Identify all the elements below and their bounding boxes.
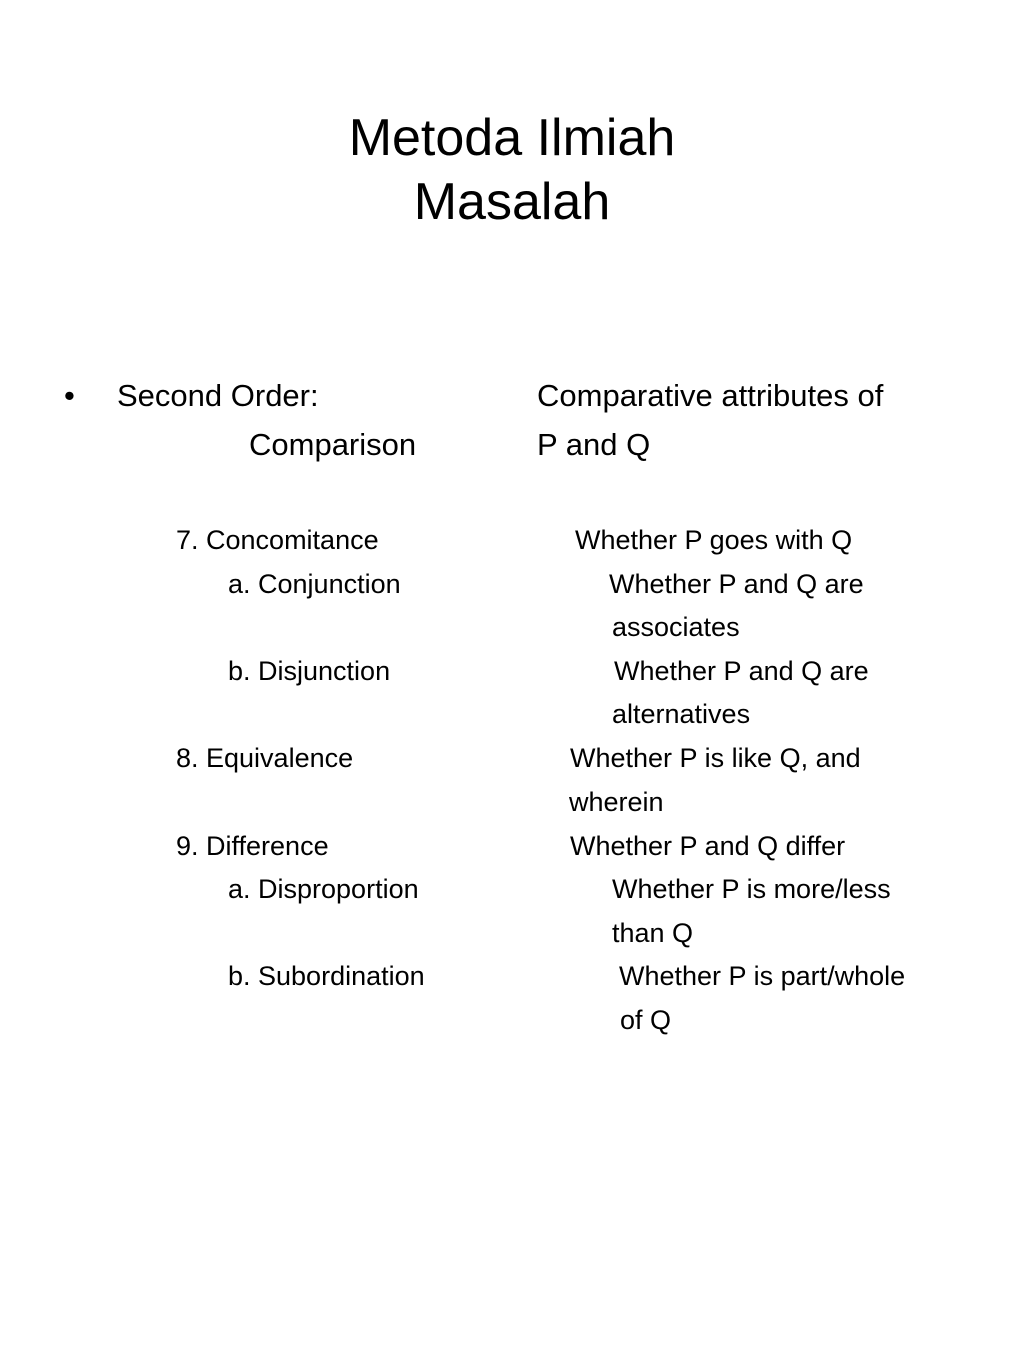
bullet-symbol: • <box>64 378 75 413</box>
item-desc-subordination-line-1: Whether P is part/whole <box>619 961 906 991</box>
item-label-disjunction: b. Disjunction <box>228 656 391 686</box>
slide-title-line-2: Masalah <box>413 173 611 231</box>
item-label-concomitance: 7. Concomitance <box>176 525 379 555</box>
item-desc-conjunction-line-2: associates <box>612 612 740 642</box>
item-desc-equivalence-line-1: Whether P is like Q, and <box>570 743 861 773</box>
item-desc-disjunction-line-2: alternatives <box>612 699 751 729</box>
item-label-subordination: b. Subordination <box>228 961 425 991</box>
item-label-disproportion: a. Disproportion <box>228 874 419 904</box>
item-desc-subordination-line-2: of Q <box>620 1005 672 1035</box>
item-desc-disproportion-line-2: than Q <box>612 918 694 948</box>
item-desc-disjunction-line-1: Whether P and Q are <box>614 656 869 686</box>
item-desc-disproportion-line-1: Whether P is more/less <box>612 874 891 904</box>
slide-title-line-1: Metoda Ilmiah <box>348 109 676 167</box>
item-desc-equivalence-line-2: wherein <box>569 787 664 817</box>
bullet-heading-line-1: Second Order: <box>117 378 319 413</box>
bullet-description-line-2: P and Q <box>537 427 651 462</box>
item-label-equivalence: 8. Equivalence <box>176 743 354 773</box>
item-desc-concomitance: Whether P goes with Q <box>575 525 853 555</box>
item-label-conjunction: a. Conjunction <box>228 569 401 599</box>
item-desc-conjunction-line-1: Whether P and Q are <box>609 569 864 599</box>
bullet-description-line-1: Comparative attributes of <box>537 378 884 413</box>
item-label-difference: 9. Difference <box>176 831 329 861</box>
bullet-heading-line-2: Comparison <box>249 427 417 462</box>
item-desc-difference: Whether P and Q differ <box>570 831 846 861</box>
